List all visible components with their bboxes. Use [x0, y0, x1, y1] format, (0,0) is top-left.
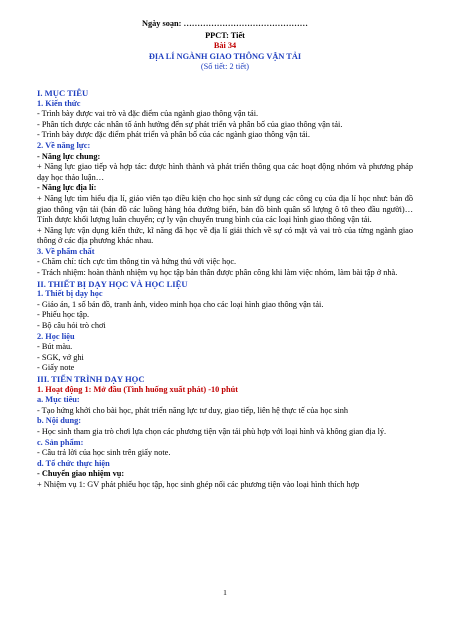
activity1-task-text: + Nhiệm vụ 1: GV phát phiếu học tập, học sinh ghép nối các phương tiện vào loại hình thích hợp [37, 479, 360, 489]
section-equipment-heading: II. THIẾT BỊ DẠY HỌC VÀ HỌC LIỆU [37, 278, 188, 289]
equipment-item: - Phiếu học tập. [37, 310, 90, 320]
materials-item: - Giấy note [37, 363, 75, 373]
activity1-organization-heading: d. Tổ chức thực hiện [37, 458, 110, 468]
activity1-product-text: - Câu trả lời của học sinh trên giấy note. [37, 448, 171, 458]
materials-item: - Bút màu. [37, 342, 73, 352]
activity1-product-heading: c. Sản phẩm: [37, 437, 84, 447]
general-competence-heading: - Năng lực chung: [37, 151, 101, 161]
lesson-title: ĐỊA LÍ NGÀNH GIAO THÔNG VẬN TẢI [148, 51, 302, 61]
section-process-heading: III. TIẾN TRÌNH DẠY HỌC [37, 374, 145, 384]
page-number: 1 [223, 588, 227, 597]
header-spacer [37, 73, 413, 88]
activity1-heading: 1. Hoạt động 1: Mở đầu (Tình huống xuất phát) -10 phút [37, 384, 239, 394]
knowledge-heading: 1. Kiến thức [37, 98, 81, 108]
lesson-number: Bài 34 [213, 41, 237, 51]
knowledge-item: - Phân tích được các nhân tố ảnh hưởng đến sự phát triển và phân bố của giao thông vận tải. [37, 119, 343, 129]
qualities-item: - Chăm chỉ: tích cực tìm thông tin và hứng thú với việc học. [37, 257, 237, 267]
equipment-item: - Bộ câu hỏi trò chơi [37, 321, 106, 331]
learning-materials-heading: 2. Học liệu [37, 331, 75, 341]
date-line: Ngày soạn: ……………………………………… [142, 19, 308, 28]
geo-competence-item: + Năng lực tìm hiểu địa lí, giáo viên tạo điều kiện cho học sinh sử dụng các công cụ của địa lí học như: bản đồ giao thông vận tải (bản đồ các luồng hàng hóa đường biển, bản đồ bình quân số lượng ô tô theo đầu người)…Tính được khối lượng luân chuyển; cự ly vận chuyển trung bình của các loại hình giao thông vận tải. [37, 193, 413, 225]
competence-heading: 2. Về năng lực: [37, 140, 91, 150]
lesson-header [37, 19, 413, 73]
activity1-task-heading: - Chuyển giao nhiệm vụ: [37, 469, 125, 479]
section-objectives-heading: I. MỤC TIÊU [37, 87, 89, 98]
lesson-periods: (Số tiết: 2 tiết) [200, 62, 250, 72]
general-competence-text: + Năng lực giao tiếp và hợp tác: được hình thành và phát triển thông qua các hoạt động nhóm và phương pháp dạy học thảo luận… [37, 162, 413, 182]
geo-competence-heading: - Năng lực địa lí: [37, 183, 97, 193]
materials-item: - SGK, vở ghi [37, 352, 84, 362]
qualities-item: - Trách nhiệm: hoàn thành nhiệm vụ học tập bản thân được phân công khi làm việc nhóm, làm bài tập ở nhà. [37, 268, 398, 278]
geo-competence-item: + Năng lực vận dụng kiến thức, kĩ năng đã học về địa lí giải thích về sự có mặt và vai trò của từng ngành giao thông ở các địa phương khác nhau. [37, 225, 413, 246]
ppct-line: PPCT: Tiết [205, 30, 245, 40]
activity1-goal-text: - Tạo hứng khởi cho bài học, phát triển năng lực tư duy, giao tiếp, liên hệ thực tế của học sinh [37, 405, 349, 415]
equipment-item: - Giáo án, 1 số bản đồ, tranh ảnh, video minh họa cho các loại hình giao thông vận tải. [37, 299, 324, 309]
activity1-content-text: - Học sinh tham gia trò chơi lựa chọn các phương tiện vận tải phù hợp với loại hình và không gian địa lý. [37, 426, 387, 436]
teaching-equipment-heading: 1. Thiết bị dạy học [37, 289, 103, 299]
knowledge-item: - Trình bày được đặc điểm phát triển và phân bố của các ngành giao thông vận tải. [37, 130, 310, 140]
qualities-heading: 3. Về phẩm chất [37, 246, 95, 256]
activity1-goal-heading: a. Mục tiêu: [37, 395, 80, 405]
activity1-content-heading: b. Nội dung: [37, 416, 82, 426]
knowledge-item: - Trình bày được vai trò và đặc điểm của ngành giao thông vận tải. [37, 109, 259, 119]
